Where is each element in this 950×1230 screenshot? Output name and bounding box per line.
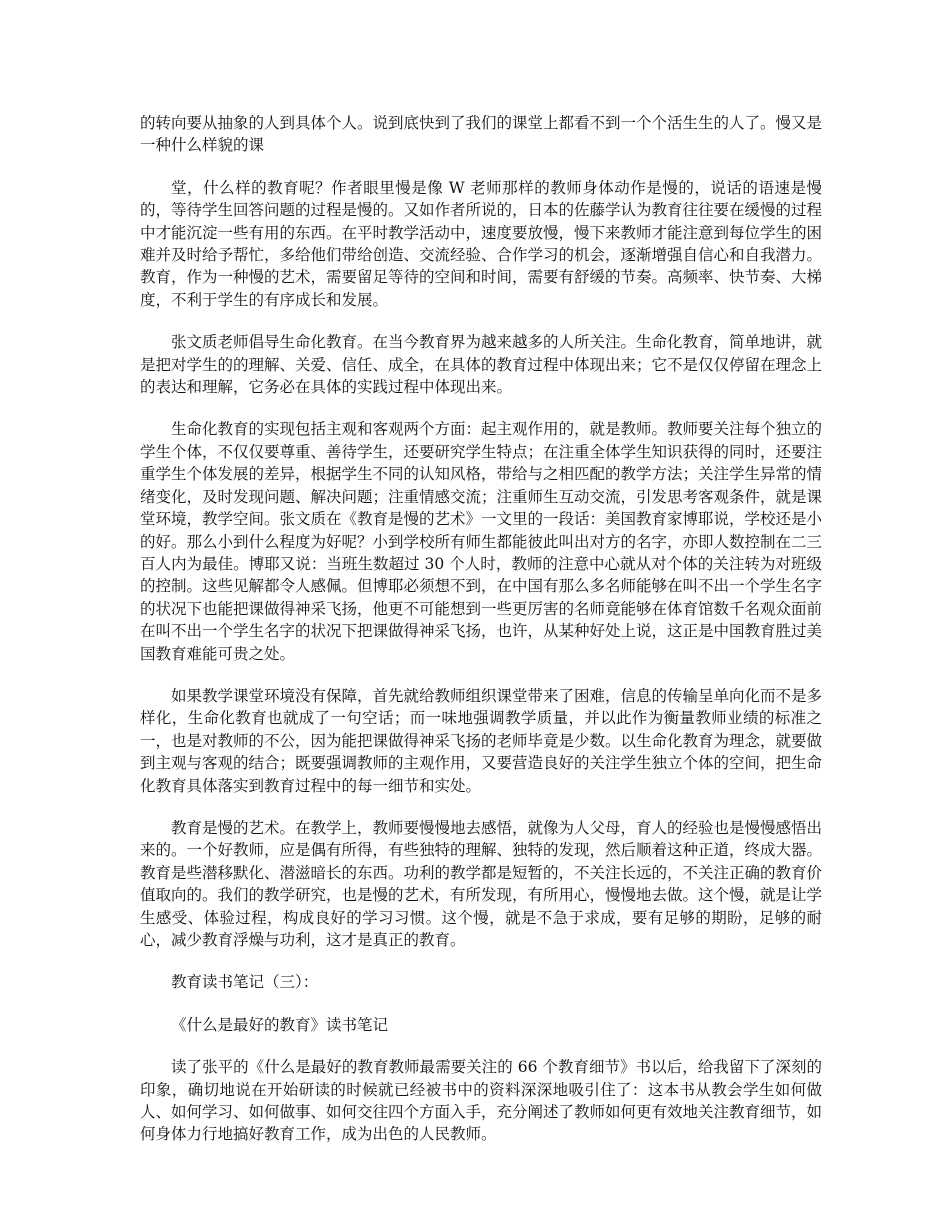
paragraph-slow-classroom: 堂，什么样的教育呢？作者眼里慢是像 W 老师那样的教师身体动作是慢的，说话的语速是慢的，等待学生回答问题的过程是慢的。又如作者所说的，日本的佐藤学认为教育往往要在缓慢的过程中才能沉淀一些有用的东西。在平时教学活动中，速度要放慢，慢下来教师才能注意到每位学生的困难并及时给予帮忙，多给他们带给创造、交流经验、合作学习的机会，逐渐增强自信心和自我潜力。教育，作为一种慢的艺术，需要留足等待的空间和时间，需要有舒缓的节奏。高频率、快节奏、大梯度，不利于学生的有序成长和发展。: [140, 178, 823, 309]
section-heading-notes-three: 教育读书笔记（三）：: [171, 973, 319, 992]
paragraph-classroom-environment: 如果教学课堂环境没有保障，首先就给教师组织课堂带来了困难，信息的传输呈单向化而不是多样化，生命化教育也就成了一句空话；而一味地强调教学质量，并以此作为衡量教师业绩的标准之一，也是对教师的不公，因为能把课做得神采飞扬的老师毕竟是少数。以生命化教育为理念，就要做到主观与客观的结合；既要强调教师的主观作用，又要营造良好的关注学生独立个体的空间，把生命化教育具体落实到教育过程中的每一细节和实处。: [140, 686, 823, 795]
paragraph-life-education-realization: 生命化教育的实现包括主观和客观两个方面：起主观作用的，就是教师。教师要关注每个独立的学生个体，不仅仅要尊重、善待学生，还要研究学生特点；在注重全体学生知识获得的同时，还要注重学生个体发展的差异，根据学生不同的认知风格，带给与之相匹配的教学方法；关注学生异常的情绪变化，及时发现问题、解决问题；注重情感交流；注重师生互动交流，引发思考客观条件，就是课堂环境，教学空间。张文质在《教育是慢的艺术》一文里的一段话：美国教育家博耶说，学校还是小的好。那么小到什么程度为好呢？小到学校所有师生都能彼此叫出对方的名字，亦即人数控制在二三百人内为最佳。博耶又说：当班生数超过 30 个人时，教师的注意中心就从对个体的关注转为对班级的控制。这些见解都令人感佩。但博耶必须想不到，在中国有那么多名师能够在叫不出一个学生名字的状况下也能把课做得神采飞扬，他更不可能想到一些更厉害的名师竟能够在体育馆数千名观众面前在叫不出一个学生名字的状况下把课做得神采飞扬，也许，从某种好处上说，这正是中国教育胜过美国教育难能可贵之处。: [140, 420, 823, 663]
paragraph-art-of-slowness: 教育是慢的艺术。在教学上，教师要慢慢地去感悟，就像为人父母，育人的经验也是慢慢感悟出来的。一个好教师，应是偶有所得，有些独特的理解、独特的发现，然后顺着这种正道，终成大器。教育是些潜移默化、潜滋暗长的东西。功利的教学都是短暂的，不关注长远的，不关注正确的教育价值取向的。我们的教学研究，也是慢的艺术，有所发现，有所用心，慢慢地去做。这个慢，就是让学生感受、体验过程，构成良好的学习习惯。这个慢，就是不急于求成，要有足够的期盼，足够的耐心，减少教育浮燥与功利，这才是真正的教育。: [140, 818, 823, 949]
book-title-heading: 《什么是最好的教育》读书笔记: [171, 1015, 389, 1034]
paragraph-book-review: 读了张平的《什么是最好的教育教师最需要关注的 66 个教育细节》书以后，给我留下了深刻的印象，确切地说在开始研读的时候就已经被书中的资料深深地吸引住了：这本书从教会学生如何做人、如何学习、如何做事、如何交往四个方面入手，充分阐述了教师如何更有效地关注教育细节，如何身体力行地搞好教育工作，成为出色的人民教师。: [140, 1058, 823, 1144]
paragraph-life-education-intro: 张文质老师倡导生命化教育。在当今教育界为越来越多的人所关注。生命化教育，简单地讲，就是把对学生的的理解、关爱、信任、成全，在具体的教育过程中体现出来；它不是仅仅停留在理念上的表达和理解，它务必在具体的实践过程中体现出来。: [140, 333, 823, 397]
paragraph-continuation: 的转向要从抽象的人到具体个人。说到底快到了我们的课堂上都看不到一个个活生生的人了。慢又是一种什么样貌的课: [140, 114, 823, 155]
document-body: [140, 112, 822, 1166]
